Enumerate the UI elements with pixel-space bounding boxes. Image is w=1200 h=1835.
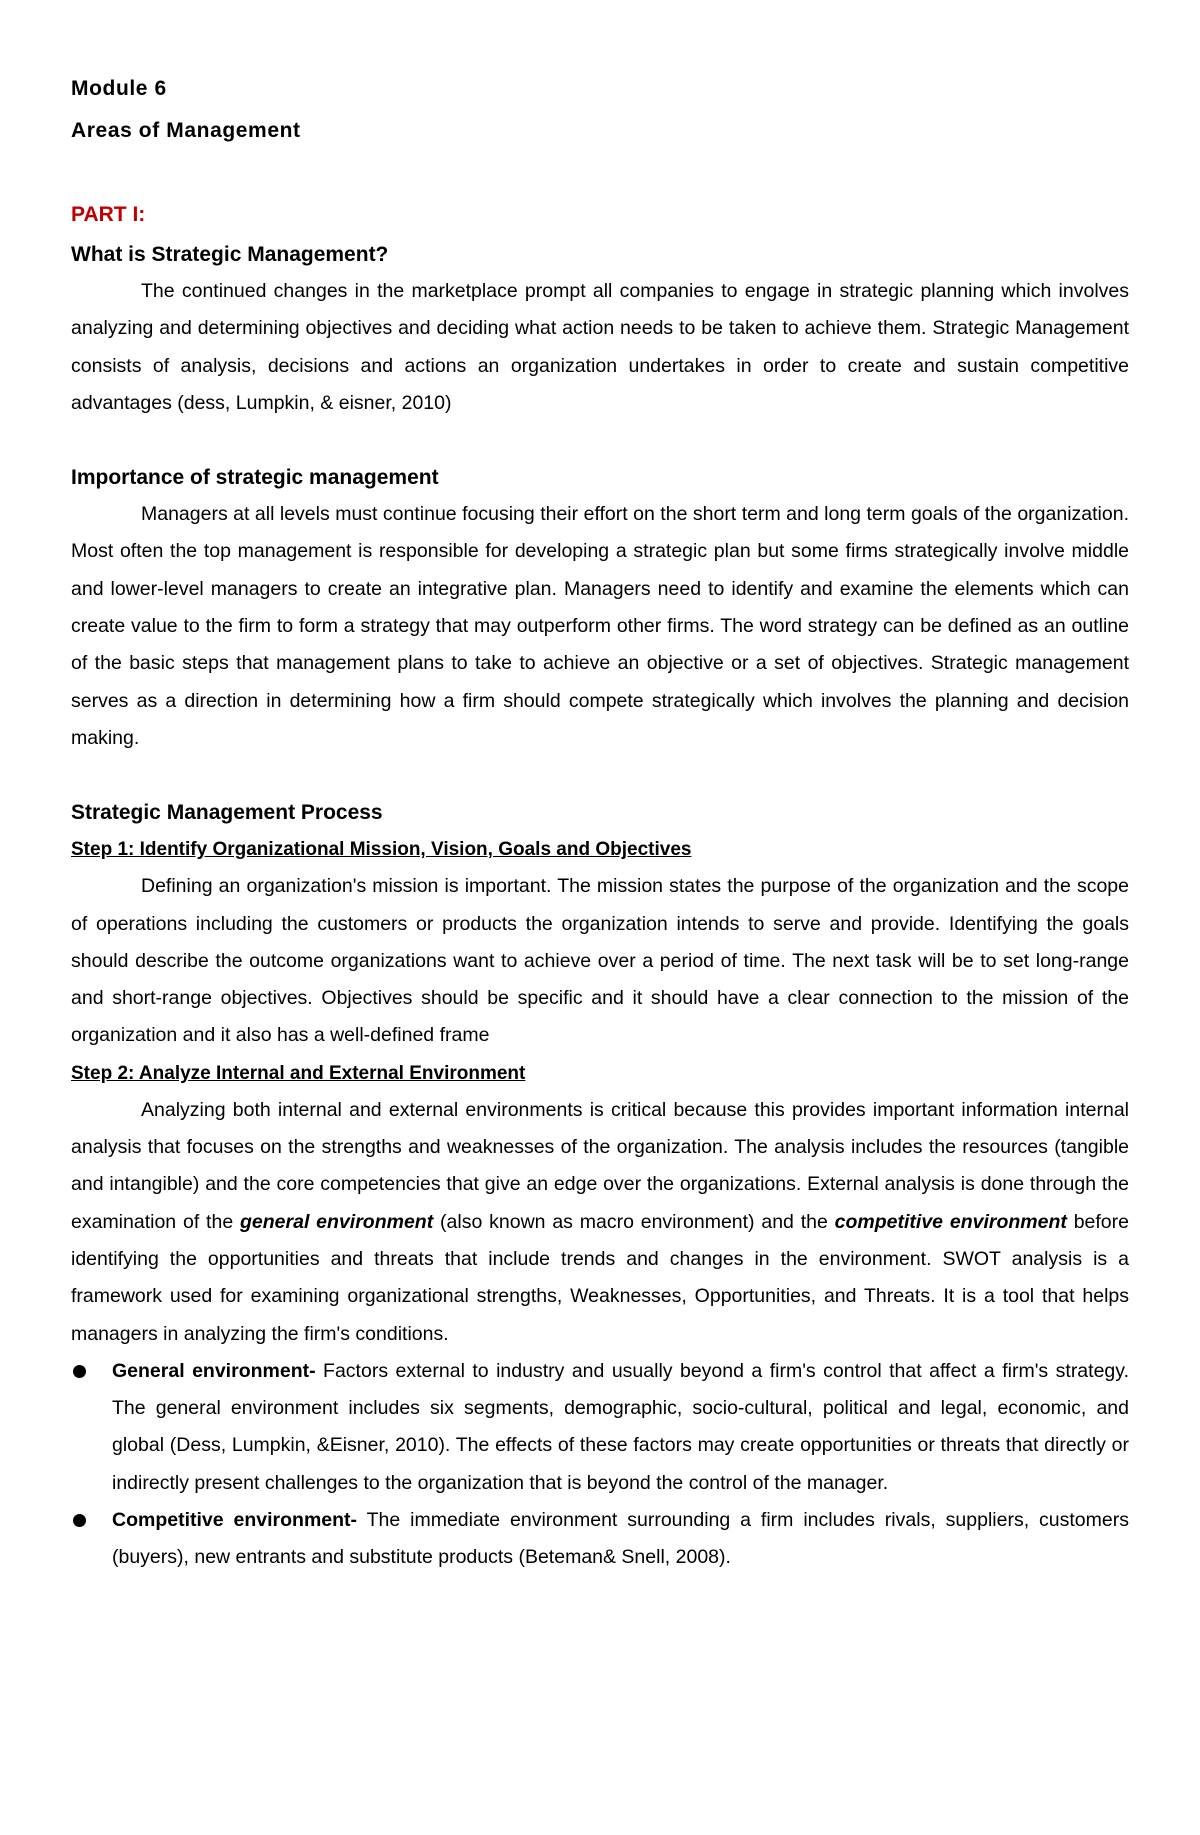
step2-text-part1: Analyzing both internal and external environments is critical because this provides important information internal analysis that focuses on the strengths and weaknesses of the organization. The analysis includes the resources (tangible and intangible) and the core competencies that give an edge over the organizations. External analysis is done through the examination of the bbox=[71, 1098, 1129, 1233]
bullet-term: General environment- bbox=[112, 1359, 316, 1382]
step2-text-part2: (also known as macro environment) and the bbox=[433, 1210, 835, 1233]
process-heading: Strategic Management Process bbox=[71, 801, 383, 825]
bullet-text: Factors external to industry and usually beyond a firm's control that affect a firm's strategy. The general environment includes six segments, demographic, socio-cultural, political and legal, economic, and global (Dess, Lumpkin, &Eisner, 2010). The effects of these factors may create opportunities or threats that directly or indirectly present challenges to the organization that is beyond the control of the manager. bbox=[112, 1359, 1129, 1494]
step1-title: Step 1: Identify Organizational Mission, Vision, Goals and Objectives bbox=[71, 839, 692, 861]
term-competitive-environment: competitive environment bbox=[834, 1210, 1067, 1233]
document-title: Areas of Management bbox=[71, 119, 301, 142]
step1-paragraph: Defining an organization's mission is important. The mission states the purpose of the organization and the scope of operations including the customers or products the organization intends to serve and provide. Identifying the goals should describe the outcome organizations want to achieve over a period of time. The next task will be to set long-range and short-range objectives. Objectives should be specific and it should have a clear connection to the mission of the organization and it also has a well-defined frame bbox=[71, 875, 1129, 1047]
part-label: PART I: bbox=[71, 203, 146, 226]
bullet-term: Competitive environment- bbox=[112, 1509, 358, 1532]
step2-text-part3: before identifying the opportunities and threats that include trends and changes in the environment. SWOT analysis is a framework used for examining organizational strengths, Weaknesses, Opportunities, and Threats. It is a tool that helps managers in analyzing the firm's conditions. bbox=[71, 1210, 1129, 1345]
what-is-heading: What is Strategic Management? bbox=[71, 243, 389, 266]
list-item bbox=[71, 1353, 1129, 1502]
importance-heading: Importance of strategic management bbox=[71, 466, 439, 490]
bullet-icon bbox=[73, 1365, 86, 1378]
list-item bbox=[71, 1502, 1129, 1577]
bullet-icon bbox=[73, 1514, 86, 1527]
step2-title: Step 2: Analyze Internal and External Environment bbox=[71, 1062, 526, 1084]
spacer bbox=[71, 757, 1129, 794]
document-page bbox=[71, 68, 1129, 1577]
importance-paragraph: Managers at all levels must continue focusing their effort on the short term and long term goals of the organization. Most often the top management is responsible for developing a strategic plan but some firms strategically involve middle and lower-level managers to create an integrative plan. Managers need to identify and examine the elements which can create value to the firm to form a strategy that may outperform other firms. The word strategy can be defined as an outline of the basic steps that management plans to take to achieve an objective or a set of objectives. Strategic management serves as a direction in determining how a firm should compete strategically which involves the planning and decision making. bbox=[71, 503, 1129, 749]
environment-bullet-list bbox=[71, 1353, 1129, 1577]
spacer bbox=[71, 422, 1129, 459]
step2-paragraph bbox=[71, 1092, 1129, 1353]
term-general-environment: general environment bbox=[240, 1210, 434, 1233]
module-label: Module 6 bbox=[71, 77, 167, 100]
bullet-text: The immediate environment surrounding a firm includes rivals, suppliers, customers (buyers), new entrants and substitute products (Beteman& Snell, 2008). bbox=[112, 1509, 1129, 1569]
what-is-paragraph: The continued changes in the marketplace prompt all companies to engage in strategic planning which involves analyzing and determining objectives and deciding what action needs to be taken to achieve them. Strategic Management consists of analysis, decisions and actions an organization undertakes in order to create and sustain competitive advantages (dess, Lumpkin, & eisner, 2010) bbox=[71, 280, 1129, 414]
